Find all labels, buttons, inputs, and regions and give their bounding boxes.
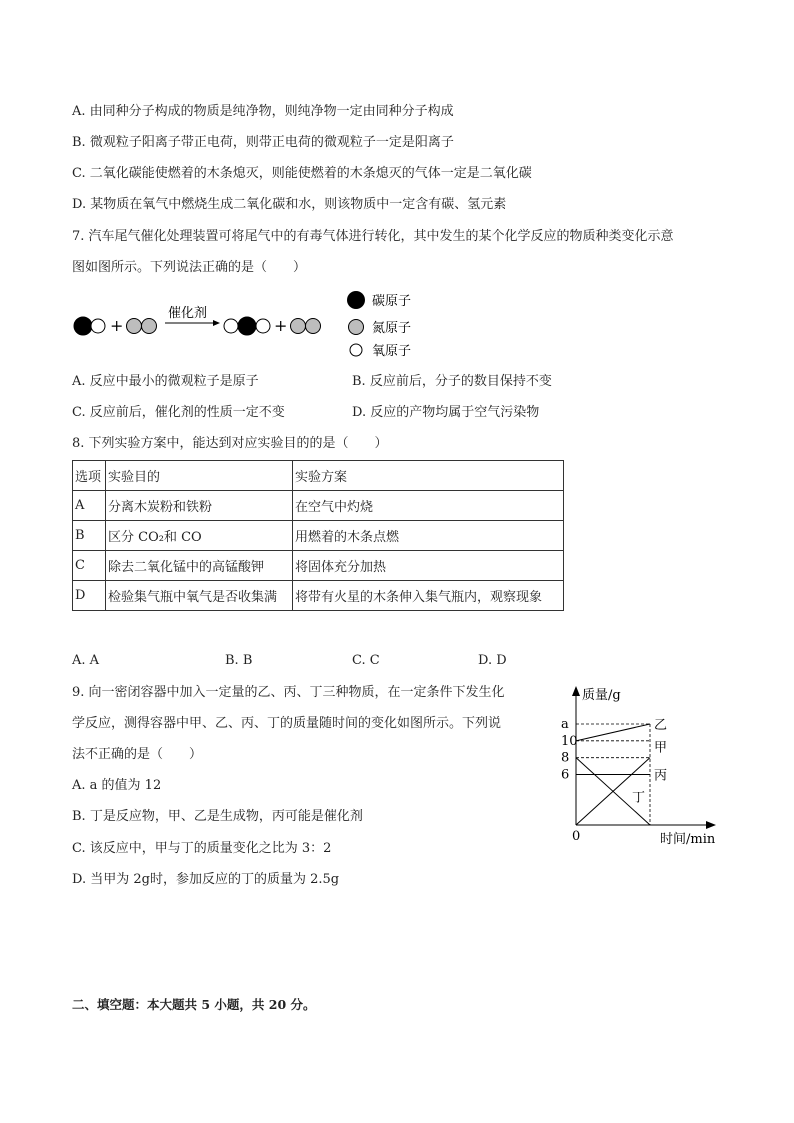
q8-option-a: A. A: [72, 653, 100, 668]
q6-option-d: D. 某物质在氧气中燃烧生成二氧化碳和水，则该物质中一定含有碳、氢元素: [72, 197, 507, 212]
q9-option-b: B. 丁是反应物，甲、乙是生成物，丙可能是催化剂: [72, 809, 363, 824]
q6-option-c: C. 二氧化碳能使燃着的木条熄灭，则能使燃着的木条熄灭的气体一定是二氧化碳: [72, 166, 532, 181]
y-tick-label: 6: [561, 767, 570, 783]
x-axis-label: 时间/min: [660, 832, 716, 847]
carbon-atom-icon: [238, 317, 256, 335]
table-cell: 用燃着的木条点燃: [293, 521, 564, 551]
q9-option-c: C. 该反应中，甲与丁的质量变化之比为 3：2: [72, 841, 332, 856]
legend-nitrogen-label: 氮原子: [372, 321, 412, 336]
mass-time-chart: [550, 680, 730, 850]
nitrogen-atom-icon: [291, 319, 306, 334]
nitrogen-atom-icon: [127, 319, 142, 334]
q8-stem: 8. 下列实验方案中，能达到对应实验目的的是（ ）: [72, 436, 388, 451]
legend-nitrogen-icon: [349, 320, 364, 335]
q7-option-c: C. 反应前后，催化剂的性质一定不变: [72, 405, 285, 420]
q8-option-c: C. C: [352, 653, 380, 668]
y-tick-label: 10: [561, 733, 578, 749]
legend-carbon-icon: [347, 291, 365, 309]
legend-oxygen-label: 氧原子: [372, 344, 412, 359]
nitrogen-atom-icon: [306, 319, 321, 334]
q7-stem-line2: 图如图所示。下列说法正确的是（ ）: [72, 260, 307, 275]
y-tick-label: 0: [572, 829, 581, 844]
table-cell: C: [73, 551, 106, 581]
table-row: [73, 581, 564, 611]
y-axis-label: 质量/g: [582, 688, 621, 703]
plus-sign-1: +: [110, 316, 124, 335]
series-label: 丁: [632, 790, 646, 806]
table-cell: 除去二氧化锰中的高锰酸钾: [106, 551, 293, 581]
table-cell: 将带有火星的木条伸入集气瓶内，观察现象: [293, 581, 564, 611]
x-axis-arrow-icon: [706, 821, 716, 829]
q7-option-d: D. 反应的产物均属于空气污染物: [352, 405, 540, 420]
nitrogen-atom-icon: [142, 319, 157, 334]
reaction-diagram: [70, 285, 430, 365]
table-cell: B: [73, 521, 106, 551]
q8-option-b: B. B: [225, 653, 253, 668]
legend-oxygen-icon: [350, 344, 362, 356]
q9-option-d: D. 当甲为 2g时，参加反应的丁的质量为 2.5g: [72, 872, 340, 887]
q6-option-a: A. 由同种分子构成的物质是纯净物，则纯净物一定由同种分子构成: [72, 104, 454, 119]
catalyst-label: 催化剂: [168, 306, 208, 321]
table-cell: 区分 CO₂和 CO: [106, 521, 293, 551]
series-label: 丙: [654, 768, 668, 784]
q9-stem-line2: 学反应，测得容器中甲、乙、丙、丁的质量随时间的变化如图所示。下列说: [72, 716, 502, 731]
q9-stem-line3: 法不正确的是（ ）: [72, 747, 203, 762]
q7-option-b: B. 反应前后，分子的数目保持不变: [352, 374, 552, 389]
y-tick-label: 8: [561, 750, 570, 766]
table-cell: A: [73, 491, 106, 521]
plus-sign-2: +: [274, 316, 288, 335]
table-header-cell: 实验方案: [293, 461, 564, 491]
table-row: [73, 521, 564, 551]
q7-option-a: A. 反应中最小的微观粒子是原子: [72, 374, 259, 389]
oxygen-atom-icon: [91, 319, 105, 333]
y-tick-label: a: [561, 717, 569, 732]
series-line: [576, 724, 650, 741]
carbon-atom-icon: [74, 317, 92, 335]
q8-option-d: D. D: [478, 653, 507, 668]
table-cell: 检验集气瓶中氧气是否收集满: [106, 581, 293, 611]
table-header-cell: 实验目的: [106, 461, 293, 491]
arrow-head-icon: [213, 320, 220, 326]
table-header-row: [73, 461, 564, 491]
section2-heading: 二、填空题：本大题共 5 小题，共 20 分。: [72, 997, 316, 1012]
legend-carbon-label: 碳原子: [372, 294, 412, 309]
q9-option-a: A. a 的值为 12: [72, 778, 162, 793]
oxygen-atom-icon: [256, 319, 270, 333]
oxygen-atom-icon: [224, 319, 238, 333]
table-header-cell: 选项: [73, 461, 106, 491]
series-label: 甲: [654, 740, 668, 756]
table-cell: 在空气中灼烧: [293, 491, 564, 521]
table-cell: D: [73, 581, 106, 611]
table-row: [73, 491, 564, 521]
table-cell: 将固体充分加热: [293, 551, 564, 581]
table-row: [73, 551, 564, 581]
experiment-table: [72, 460, 564, 611]
q9-stem-line1: 9. 向一密闭容器中加入一定量的乙、丙、丁三种物质，在一定条件下发生化: [72, 685, 505, 700]
table-cell: 分离木炭粉和铁粉: [106, 491, 293, 521]
q7-stem-line1: 7. 汽车尾气催化处理装置可将尾气中的有毒气体进行转化，其中发生的某个化学反应的物质种类变化示意: [72, 229, 674, 244]
series-label: 乙: [654, 718, 668, 733]
q6-option-b: B. 微观粒子阳离子带正电荷，则带正电荷的微观粒子一定是阳离子: [72, 135, 454, 150]
y-axis-arrow-icon: [572, 686, 580, 696]
